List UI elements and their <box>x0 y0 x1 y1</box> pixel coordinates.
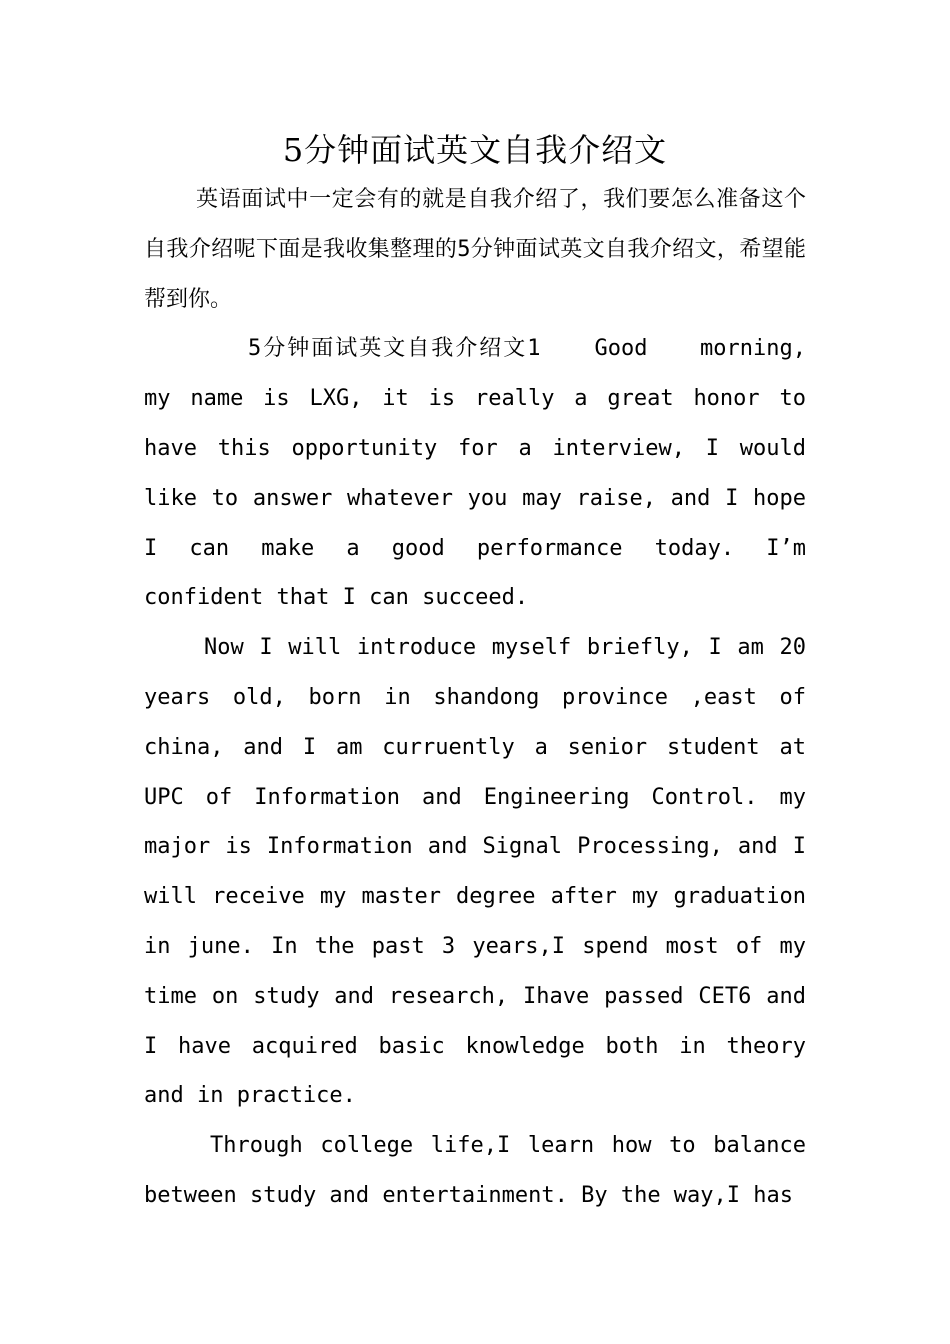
section-1-text: Good morning, my name is LXG, it is really a great honor to have this opportunity for a interview, I would like to answer whatever you may raise, and I hope I can make a good performance today. I’m confident that I can succeed. <box>144 336 806 611</box>
body-paragraph-2: Now I will introduce myself briefly, I am 20 years old, born in shandong province ,east of china, and I am curruently a senior student at UPC of Information and Engineering Control. my major is Information and Signal Processing, and I will receive my master degree after my graduation in june. In the past 3 years,I spend most of my time on study and research, Ihave passed CET6 and I have acquired basic knowledge both in theory and in practice. <box>144 635 806 1109</box>
document-body <box>144 175 806 1221</box>
section-1-paragraph <box>144 324 806 623</box>
document-title: 5分钟面试英文自我介绍文 <box>282 131 668 169</box>
section-1-label: 5分钟面试英文自我介绍文1 <box>248 336 543 362</box>
intro-paragraph: 英语面试中一定会有的就是自我介绍了，我们要怎么准备这个自我介绍呢下面是我收集整理的5分钟面试英文自我介绍文，希望能帮到你。 <box>144 187 806 312</box>
body-paragraph-3: Through college life,I learn how to balance between study and entertainment. By the way,I has <box>144 1133 806 1208</box>
